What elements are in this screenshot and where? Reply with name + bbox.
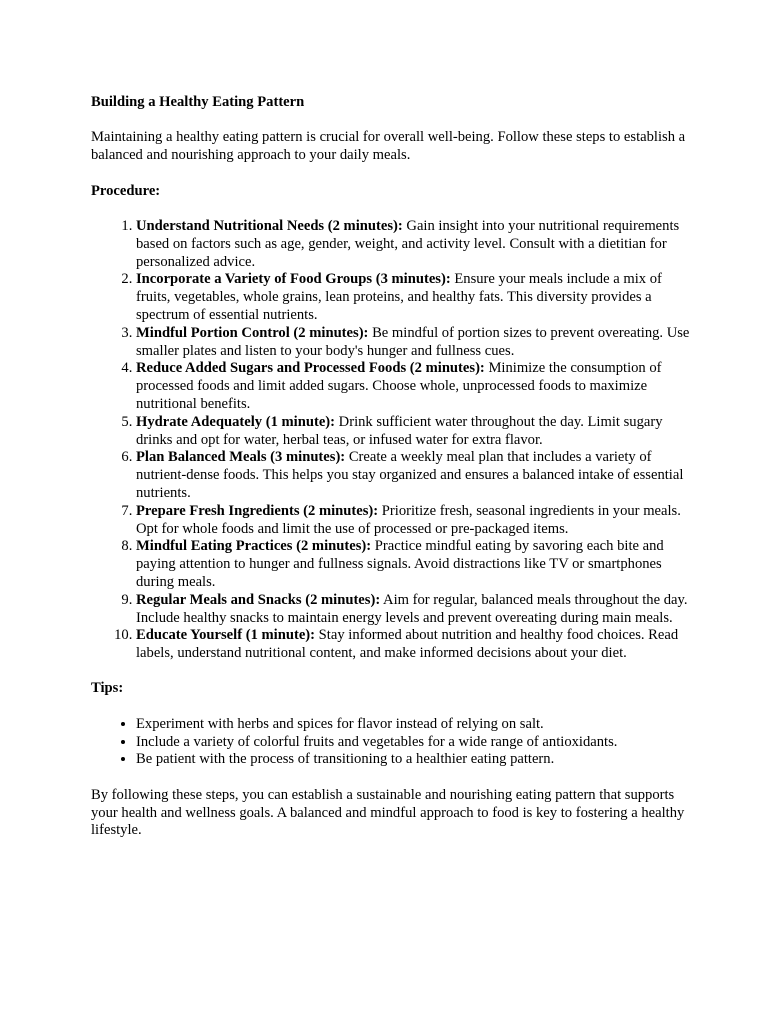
step-title: Hydrate Adequately (1 minute):	[136, 413, 336, 430]
tip-item: • Experiment with herbs and spices for flavor instead of relying on salt.	[136, 716, 691, 734]
step-text: Prioritize fresh, seasonal ingredients in your meals. Opt for whole foods and limit the use of processed or pre-packaged items.	[136, 502, 681, 537]
step-title: Mindful Portion Control (2 minutes):	[136, 324, 369, 341]
step-item	[136, 538, 691, 591]
document-title: Building a Healthy Eating Pattern	[91, 94, 305, 110]
step-title: Incorporate a Variety of Food Groups (3 minutes):	[136, 271, 451, 288]
procedure-steps-list	[91, 218, 691, 663]
tip-item: • Be patient with the process of transitioning to a healthier eating pattern.	[136, 751, 691, 769]
step-title: Prepare Fresh Ingredients (2 minutes):	[136, 502, 379, 519]
step-item	[136, 627, 691, 663]
step-text: Practice mindful eating by savoring each bite and paying attention to hunger and fullness signals. Avoid distractions like TV or smartphones during meals.	[136, 538, 664, 590]
step-text: Drink sufficient water throughout the day. Limit sugary drinks and opt for water, herbal teas, or infused water for extra flavor.	[136, 413, 663, 448]
step-item	[136, 592, 691, 628]
step-text: Create a weekly meal plan that includes a variety of nutrient-dense foods. This helps you stay organized and ensures a balanced intake of essential nutrients.	[136, 449, 684, 501]
step-text: Be mindful of portion sizes to prevent overeating. Use smaller plates and listen to your body's hunger and fullness cues.	[136, 324, 690, 359]
step-item	[136, 503, 691, 539]
step-item	[136, 449, 691, 502]
step-title: Mindful Eating Practices (2 minutes):	[136, 538, 372, 555]
step-title: Educate Yourself (1 minute):	[136, 627, 316, 644]
step-item	[136, 325, 691, 361]
procedure-heading: Procedure:	[91, 182, 161, 199]
step-title: Understand Nutritional Needs (2 minutes):	[136, 217, 403, 234]
step-title: Regular Meals and Snacks (2 minutes):	[136, 591, 381, 608]
conclusion-paragraph: By following these steps, you can establish a sustainable and nourishing eating pattern that supports your health and wellness goals. A balanced and mindful approach to food is key to fostering a healthy lifestyle.	[91, 786, 685, 839]
tips-list	[91, 716, 691, 769]
step-title: Plan Balanced Meals (3 minutes):	[136, 449, 346, 466]
step-text: Aim for regular, balanced meals throughout the day. Include healthy snacks to maintain energy levels and prevent overeating during main meals.	[136, 591, 688, 626]
tips-heading: Tips:	[91, 680, 124, 697]
step-text: Gain insight into your nutritional requirements based on factors such as age, gender, weight, and activity level. Consult with a dietitian for personalized advice.	[136, 217, 680, 270]
step-item	[136, 218, 691, 271]
step-text: Minimize the consumption of processed foods and limit added sugars. Choose whole, unprocessed foods to maximize nutritional benefits.	[136, 360, 662, 412]
step-item	[136, 360, 691, 413]
document-page	[91, 94, 691, 840]
intro-paragraph: Maintaining a healthy eating pattern is crucial for overall well-being. Follow these steps to establish a balanced and nourishing approach to your daily meals.	[91, 129, 686, 164]
step-text: Stay informed about nutrition and healthy food choices. Read labels, understand nutritional content, and make informed decisions about your diet.	[136, 627, 679, 662]
tip-item: • Include a variety of colorful fruits and vegetables for a wide range of antioxidants.	[136, 734, 691, 752]
step-item	[136, 271, 691, 324]
step-item	[136, 414, 691, 450]
step-title: Reduce Added Sugars and Processed Foods (2 minutes):	[136, 360, 485, 377]
step-text: Ensure your meals include a mix of fruits, vegetables, whole grains, lean proteins, and healthy fats. This diversity provides a spectrum of essential nutrients.	[136, 271, 662, 323]
